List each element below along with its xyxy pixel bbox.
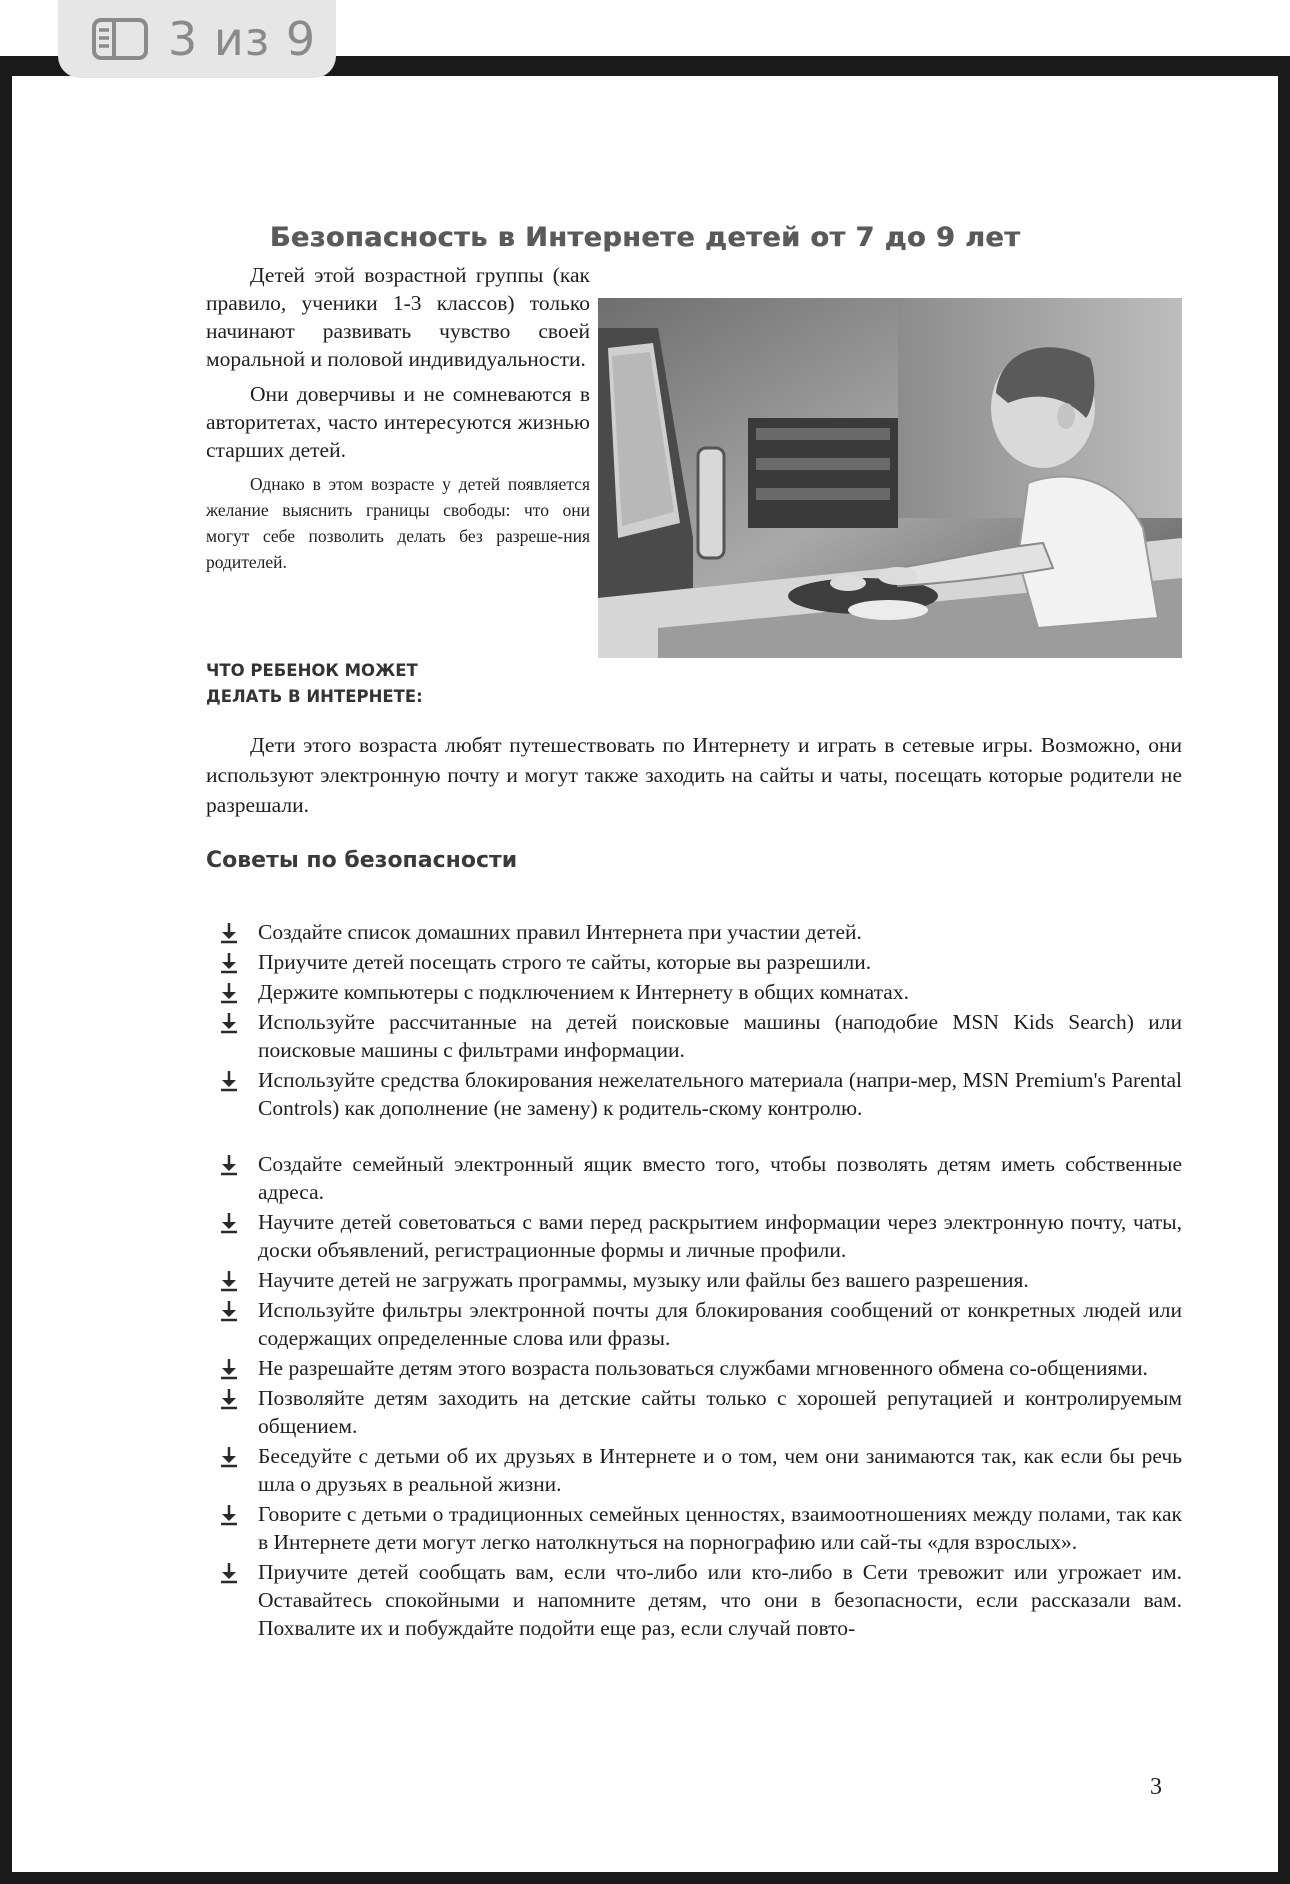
tip-text: Беседуйте с детьми об их друзьях в Интернете и о том, чем они занимаются так, как если бы речь шла о друзьях в реальной жизни. — [258, 1444, 1182, 1496]
tips-list — [206, 1150, 1182, 1644]
tips-heading: Советы по безопасности — [206, 848, 518, 873]
tip-item — [206, 1008, 1182, 1064]
intro-paragraph: Они доверчивы и не сомневаются в авторитетах, часто интересуются жизнью старших детей. — [206, 382, 590, 462]
tip-item — [206, 1384, 1182, 1440]
tip-item — [206, 1296, 1182, 1352]
page-counter: 3 из 9 — [168, 12, 317, 66]
document-title: Безопасность в Интернете детей от 7 до 9 лет — [269, 222, 1021, 253]
section-paragraph: Дети этого возраста любят путешествовать по Интернету и играть в сетевые игры. Возможно, они используют электронную почту и могут также заходить на сайты и чаты, посещать которые родители не разрешали. — [206, 733, 1182, 817]
tip-item — [206, 1354, 1182, 1382]
tip-item — [206, 1208, 1182, 1264]
tip-text: Приучите детей сообщать вам, если что-либо или кто-либо в Сети тревожит или угрожает им. Оставайтесь спокойными и напомните детям, что они в безопасности, если рассказали вам. Похвалите их и побуждайте подойти еще раз, если случай повто- — [258, 1560, 1182, 1640]
section-label-line: ДЕЛАТЬ В ИНТЕРНЕТЕ: — [206, 687, 423, 706]
tip-item — [206, 1558, 1182, 1642]
page-indicator[interactable] — [58, 0, 336, 78]
arrow-down-bullet-icon — [218, 1212, 240, 1234]
arrow-down-bullet-icon — [218, 922, 240, 944]
tip-item — [206, 978, 1182, 1006]
tip-text: Говорите с детьми о традиционных семейных ценностях, взаимоотношениях между полами, так как в Интернете дети могут легко натолкнуться на порнографию или сай-ты «для взрослых». — [258, 1502, 1182, 1554]
tip-text: Приучите детей посещать строго те сайты, которые вы разрешили. — [258, 950, 872, 974]
arrow-down-bullet-icon — [218, 1446, 240, 1468]
child-at-computer-photo — [598, 298, 1182, 658]
tip-text: Используйте рассчитанные на детей поисковые машины (наподобие MSN Kids Search) или поисковые машины с фильтрами информации. — [258, 1010, 1182, 1062]
sidebar-panel-icon — [92, 18, 148, 60]
arrow-down-bullet-icon — [218, 1070, 240, 1092]
arrow-down-bullet-icon — [218, 1154, 240, 1176]
page-number: 3 — [1150, 1774, 1162, 1800]
tip-text: Держите компьютеры с подключением к Интернету в общих комнатах. — [258, 980, 909, 1004]
arrow-down-bullet-icon — [218, 1562, 240, 1584]
tip-item — [206, 1500, 1182, 1556]
tip-text: Создайте семейный электронный ящик вместо того, чтобы позволять детям иметь собственные адреса. — [258, 1152, 1182, 1204]
arrow-down-bullet-icon — [218, 952, 240, 974]
arrow-down-bullet-icon — [218, 982, 240, 1004]
arrow-down-bullet-icon — [218, 1270, 240, 1292]
tip-text: Создайте список домашних правил Интернета при участии детей. — [258, 920, 862, 944]
tip-item — [206, 918, 1182, 946]
intro-paragraph: Однако в этом возрасте у детей появляется желание выяснить границы свободы: что они могут себе позволить делать без разреше-ния родителей. — [206, 474, 590, 572]
arrow-down-bullet-icon — [218, 1358, 240, 1380]
tip-text: Научите детей не загружать программы, музыку или файлы без вашего разрешения. — [258, 1268, 1029, 1292]
arrow-down-bullet-icon — [218, 1300, 240, 1322]
tip-text: Используйте фильтры электронной почты для блокирования сообщений от конкретных людей или содержащих определенные слова или фразы. — [258, 1298, 1182, 1350]
tip-item — [206, 948, 1182, 976]
intro-text — [206, 261, 590, 582]
section-label — [206, 658, 536, 710]
tip-item — [206, 1266, 1182, 1294]
tip-text: Используйте средства блокирования нежелательного материала (напри-мер, MSN Premium's Parental Controls) как дополнение (не замену) к родитель-скому контролю. — [258, 1068, 1182, 1120]
arrow-down-bullet-icon — [218, 1388, 240, 1410]
document-page — [12, 76, 1278, 1872]
tip-item — [206, 1066, 1182, 1122]
tip-text: Научите детей советоваться с вами перед раскрытием информации через электронную почту, чаты, доски объявлений, регистрационные формы и личные профили. — [258, 1210, 1182, 1262]
intro-paragraph: Детей этой возрастной группы (как правило, ученики 1-3 классов) только начинают развивать чувство своей моральной и половой индивидуальности. — [206, 263, 590, 371]
tips-list — [206, 918, 1182, 1124]
tip-item — [206, 1150, 1182, 1206]
tip-text: Позволяйте детям заходить на детские сайты только с хорошей репутацией и контролируемым общением. — [258, 1386, 1182, 1438]
arrow-down-bullet-icon — [218, 1012, 240, 1034]
tip-text: Не разрешайте детям этого возраста пользоваться службами мгновенного обмена со-общениями. — [258, 1356, 1148, 1380]
arrow-down-bullet-icon — [218, 1504, 240, 1526]
section-label-line: ЧТО РЕБЕНОК МОЖЕТ — [206, 661, 418, 680]
tip-item — [206, 1442, 1182, 1498]
